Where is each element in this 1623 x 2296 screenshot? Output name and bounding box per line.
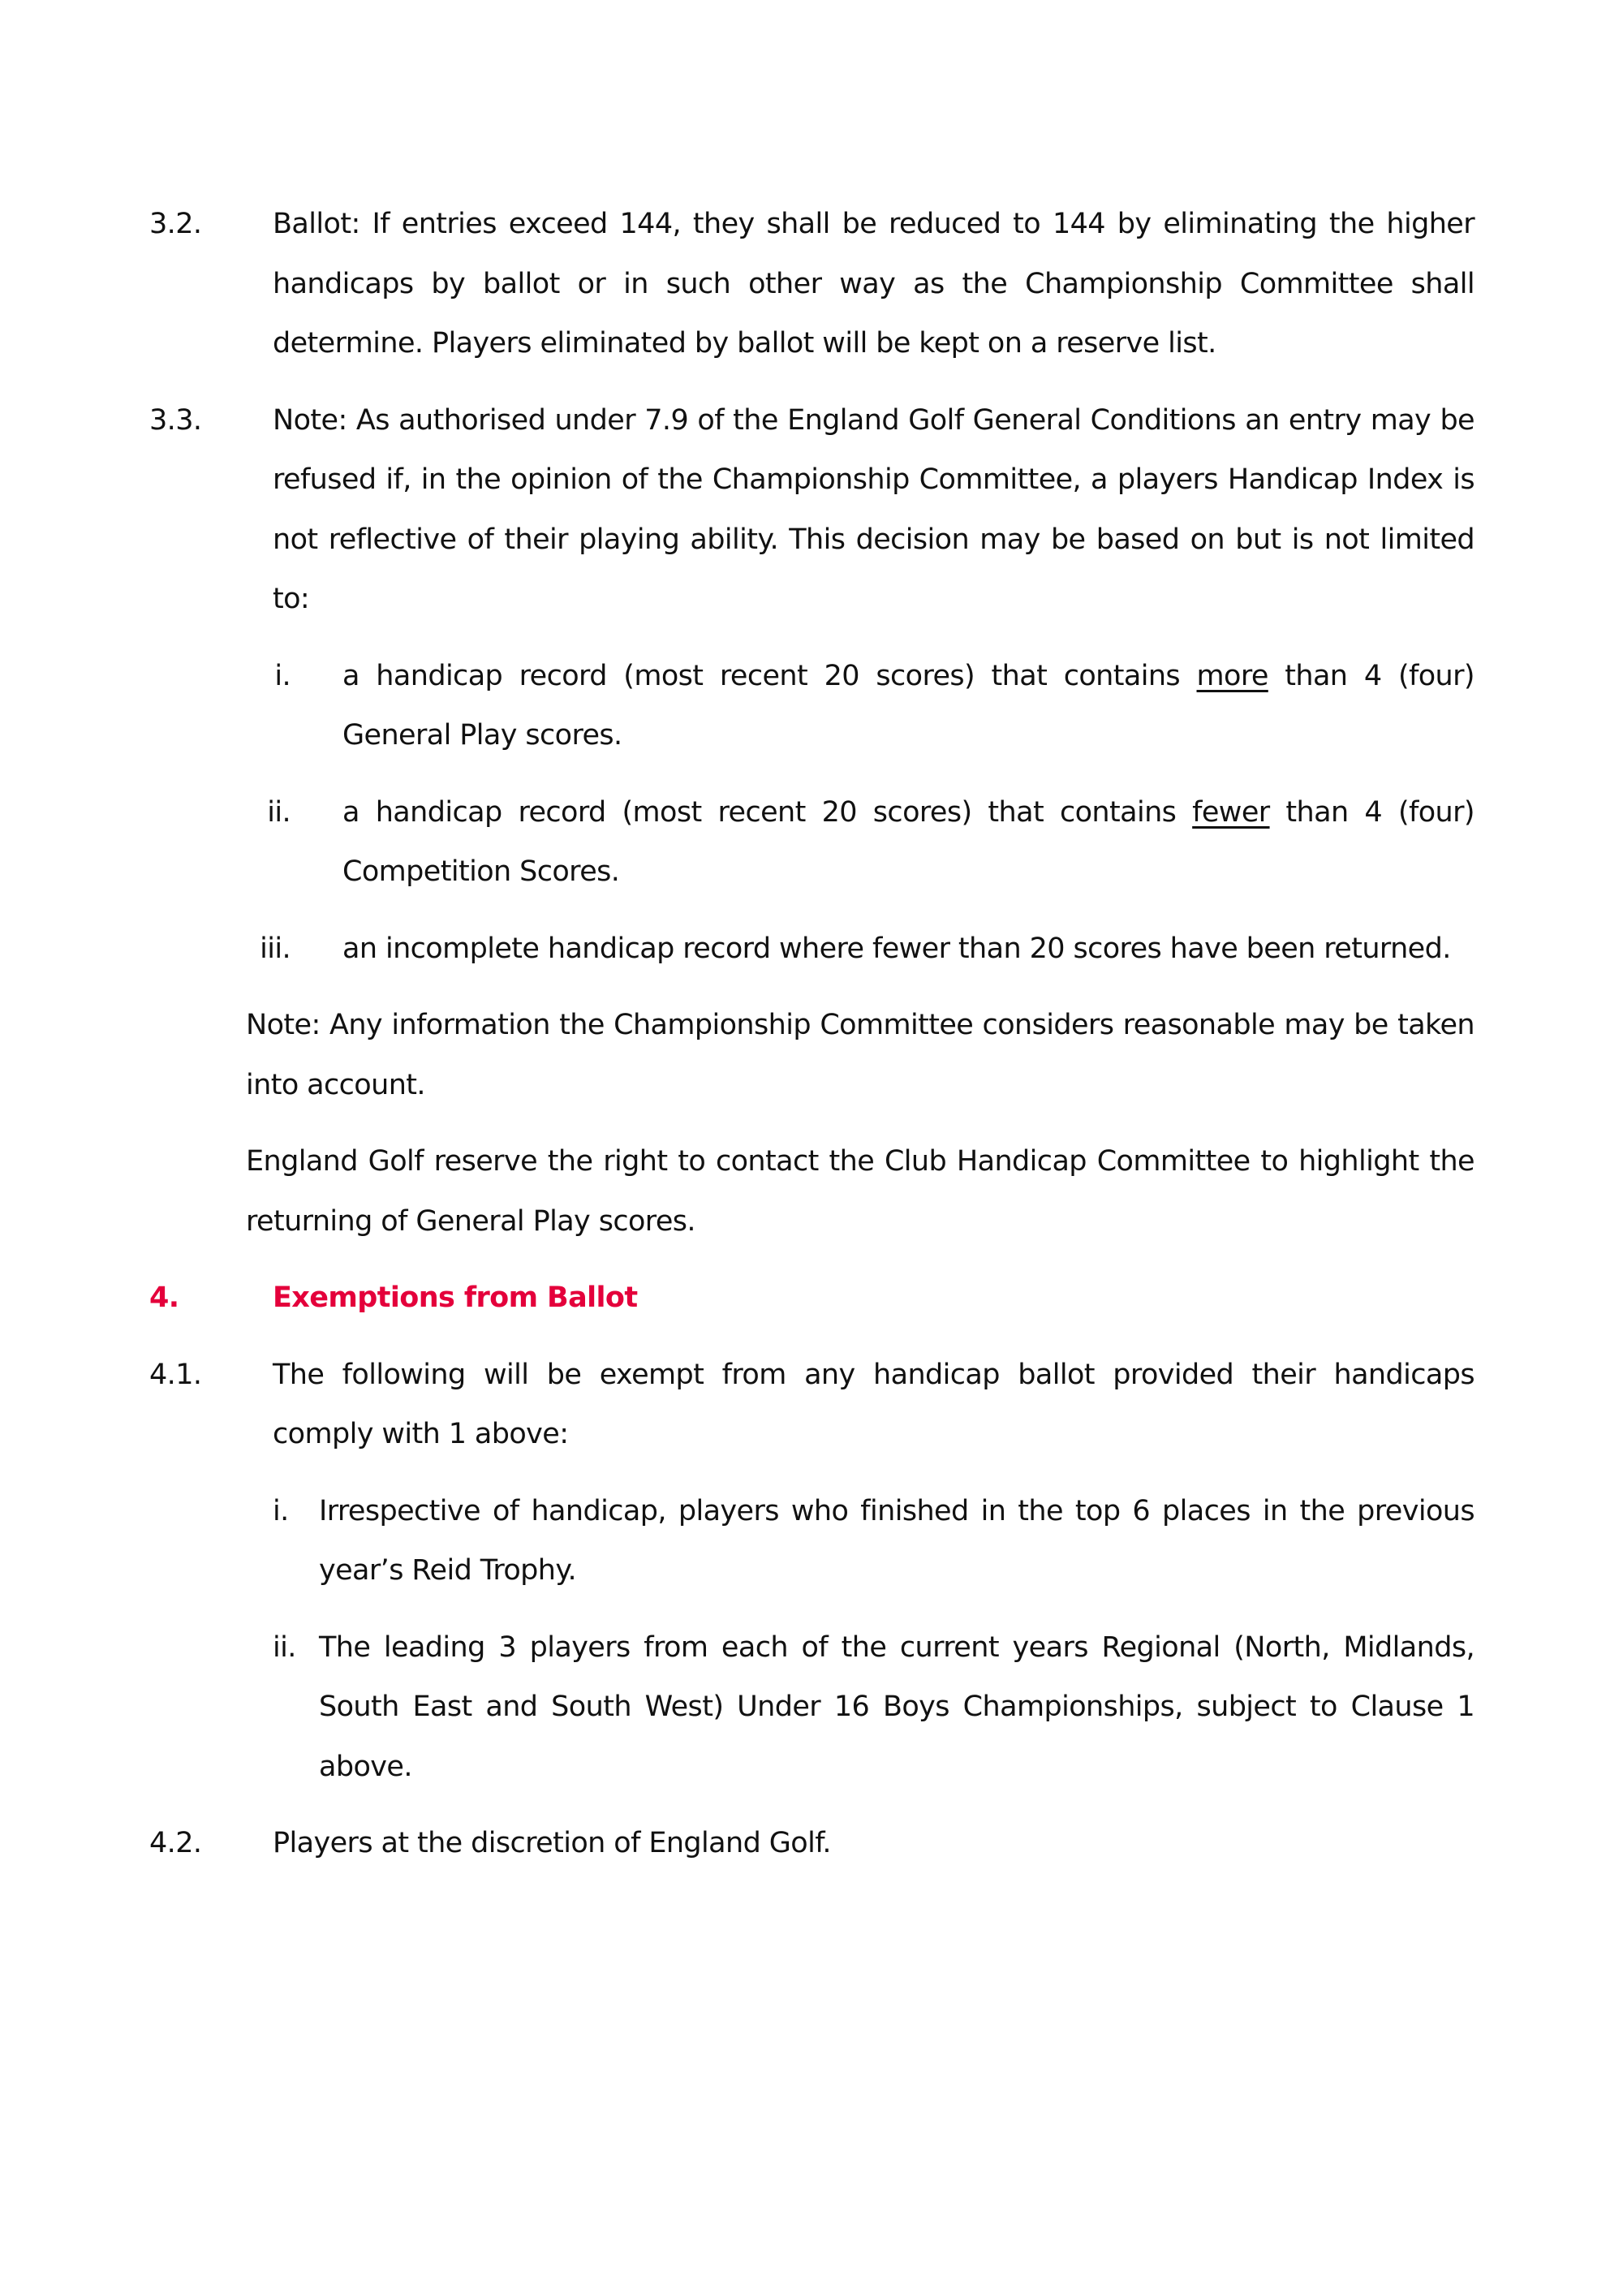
criteria-list: [149, 647, 1474, 980]
list-text: than 4 (four) General Play scores.: [342, 659, 1474, 752]
clause-number: 4.2.: [149, 1827, 202, 1859]
clause-text: The following will be exempt from any handicap ballot provided their handicaps comply with 1 above:: [273, 1358, 1474, 1450]
list-item: [149, 647, 1474, 766]
underlined-word: fewer: [1192, 795, 1270, 829]
list-marker: i.: [274, 659, 291, 692]
clause-text: Players at the discretion of England Golf.: [273, 1827, 831, 1859]
document-body: [149, 195, 1474, 1891]
underlined-word: more: [1196, 659, 1268, 692]
list-text: The leading 3 players from each of the current years Regional (North, Midlands, South East and South West) Under 16 Boys Championships, subject to Clause 1 above.: [319, 1630, 1474, 1783]
clause-text: Ballot: If entries exceed 144, they shall be reduced to 144 by eliminating the higher handicaps by ballot or in such other way as the Championship Committee shall determine. Players eliminated by ballot will be kept on a reserve list.: [273, 208, 1474, 360]
list-item: [149, 783, 1474, 902]
list-text: Irrespective of handicap, players who finished in the top 6 places in the previous year’s Reid Trophy.: [319, 1494, 1474, 1587]
reserve-right-paragraph: England Golf reserve the right to contact the Club Handicap Committee to highlight the returning of General Play scores.: [246, 1145, 1474, 1238]
clause-3-3: [149, 391, 1474, 630]
list-marker: i.: [273, 1494, 289, 1527]
clause-number: 3.3.: [149, 403, 202, 437]
note-paragraph: Note: Any information the Championship Committee considers reasonable may be taken into account.: [246, 1009, 1474, 1101]
list-item: [149, 920, 1474, 980]
list-item: [149, 1618, 1474, 1798]
clause-text: Note: As authorised under 7.9 of the England Golf General Conditions an entry may be refused if, in the opinion of the Championship Committee, a players Handicap Index is not reflective of their playing ability. This decision may be based on but is not limited to:: [273, 403, 1474, 615]
clause-4-1: [149, 1346, 1474, 1465]
list-item: [149, 1482, 1474, 1601]
exemptions-list: [149, 1482, 1474, 1798]
list-text: than 4 (four) Competition Scores.: [342, 795, 1474, 888]
clause-3-2: [149, 195, 1474, 374]
clause-number: 3.2.: [149, 208, 202, 240]
section-heading: [149, 1269, 1474, 1329]
list-text: a handicap record (most recent 20 scores) that contains: [342, 795, 1193, 829]
list-marker: ii.: [267, 795, 291, 829]
list-marker: iii.: [260, 932, 291, 965]
section-number: 4.: [149, 1282, 179, 1314]
list-marker: ii.: [273, 1630, 296, 1664]
clause-number: 4.1.: [149, 1358, 202, 1391]
section-title: Exemptions from Ballot: [273, 1282, 638, 1314]
list-text: a handicap record (most recent 20 scores) that contains: [342, 659, 1197, 692]
list-text: an incomplete handicap record where fewer than 20 scores have been returned.: [342, 932, 1451, 965]
clause-4-2: [149, 1814, 1474, 1874]
